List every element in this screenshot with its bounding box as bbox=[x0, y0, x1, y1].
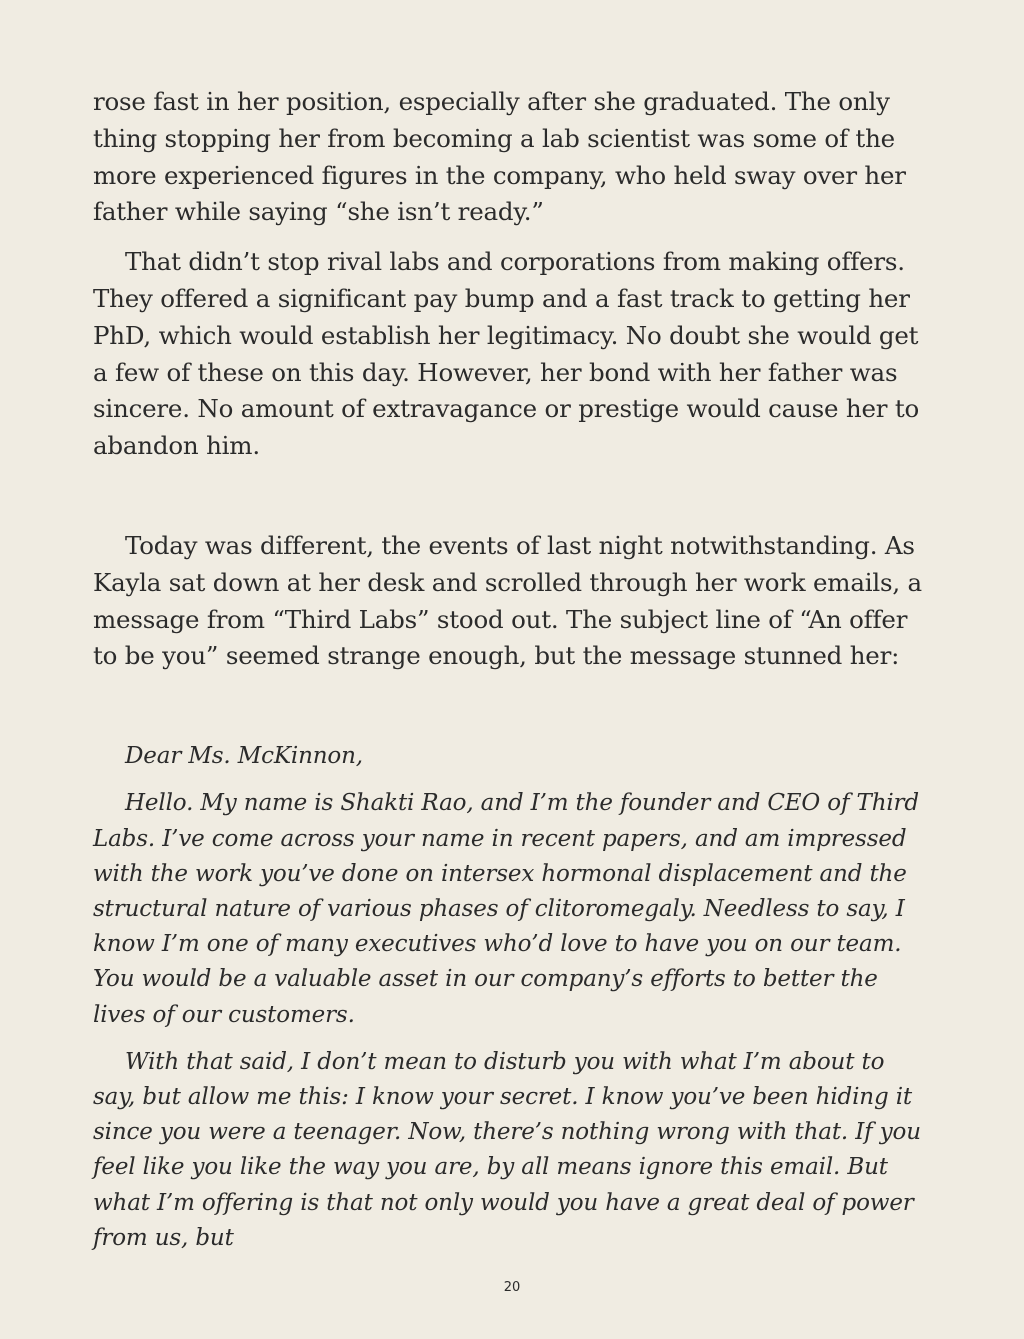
email-letter bbox=[93, 739, 933, 1256]
paragraph-2: That didn’t stop rival labs and corporations from making offers. They offered a significant pay bump and a fast track to getting her PhD, which would establish her legitimacy. No doubt she would get a few of these on this day. However, her bond with her father was sincere. No amount of extravagance or prestige would cause her to abandon him. bbox=[93, 247, 920, 461]
page-body bbox=[93, 84, 933, 1256]
letter-paragraph-2: With that said, I don’t mean to disturb you with what I’m about to say, but allow me this: I know your secret. I know you’ve been hiding it since you were a teenager. Now, there’s nothing wrong with that. If you feel like you like the way you are, by all means ignore this email. But what I’m offering is that not only would you have a great deal of power from us, but bbox=[93, 1048, 921, 1251]
page-number: 20 bbox=[503, 1280, 521, 1295]
letter-paragraph-1: Hello. My name is Shakti Rao, and I’m the founder and CEO of Third Labs. I’ve come across your name in recent papers, and am impressed with the work you’ve done on intersex hormonal displacement and the structural nature of various phases of clitoromegaly. Needless to say, I know I’m one of many executives who’d love to have you on our team. You would be a valuable asset in our company’s efforts to better the lives of our customers. bbox=[93, 790, 919, 1028]
paragraph-3: Today was different, the events of last night notwithstanding. As Kayla sat down at her desk and scrolled through her work emails, a message from “Third Labs” stood out. The subject line of “An offer to be you” seemed strange enough, but the message stunned her: bbox=[93, 530, 922, 671]
letter-salutation: Dear Ms. McKinnon, bbox=[125, 743, 363, 770]
paragraph-1: rose fast in her position, especially after she graduated. The only thing stopping her from becoming a lab scientist was some of the more experienced figures in the company, who held sway over her father while saying “she isn’t ready.” bbox=[93, 87, 906, 227]
